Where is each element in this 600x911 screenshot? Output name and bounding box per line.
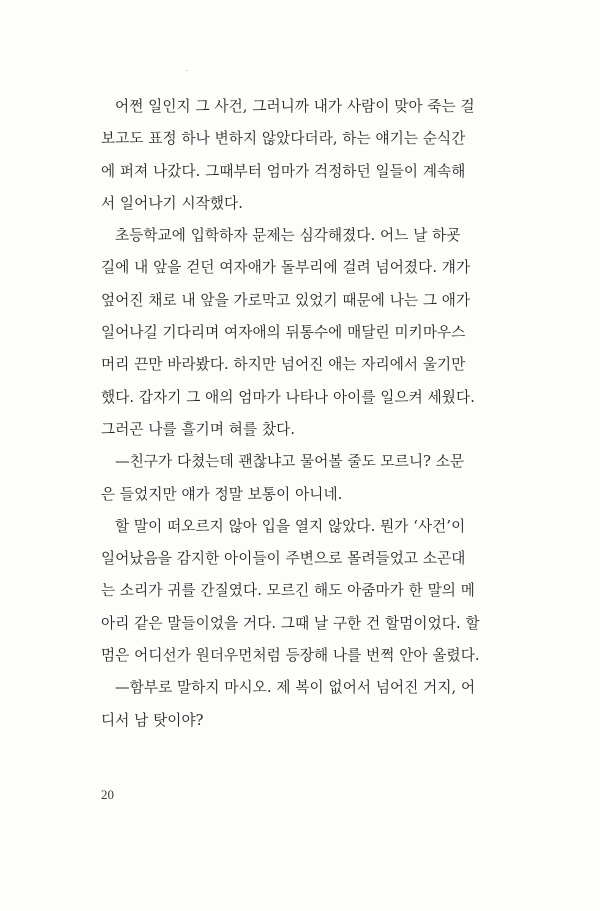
- dialogue-line: —친구가 다쳤는데 괜찮냐고 물어볼 줄도 모르니? 소문: [115, 453, 465, 471]
- text-line: 그러곤 나를 흘기며 혀를 찼다.: [101, 420, 296, 438]
- text-line: 했다. 갑자기 그 애의 엄마가 나타나 아이를 일으켜 세웠다.: [101, 388, 475, 406]
- text-line: 멈은 어디선가 원더우먼처럼 등장해 나를 번쩍 안아 올렸다.: [101, 647, 480, 665]
- page-number: 20: [101, 787, 114, 802]
- text-line: 서 일어나기 시작했다.: [101, 194, 243, 212]
- text-line: 은 들었지만 얘가 정말 보통이 아니네.: [101, 485, 343, 503]
- body-text: [101, 91, 516, 737]
- text-line: 일어났음을 감지한 아이들이 주변으로 몰려들었고 소곤대: [101, 550, 466, 568]
- text-line: 아리 같은 말들이었을 거다. 그때 날 구한 건 할멈이었다. 할: [101, 614, 480, 632]
- text-line: 어쩐 일인지 그 사건, 그러니까 내가 사람이 맞아 죽는 걸: [115, 98, 475, 115]
- text-line: 머리 끈만 바라봤다. 하지만 넘어진 애는 자리에서 울기만: [101, 356, 466, 374]
- text-line: 할 말이 떠오르지 않아 입을 열지 않았다. 뭔가 ‘사건’이: [115, 517, 466, 535]
- dialogue-line: —함부로 말하지 마시오. 제 복이 없어서 넘어진 거지, 어: [115, 679, 476, 697]
- text-line: 보고도 표정 하나 변하지 않았다더라, 하는 얘기는 순식간: [101, 130, 466, 148]
- text-line: 디서 남 탓이야?: [101, 711, 204, 729]
- paper-speck: [186, 70, 188, 71]
- text-line: 는 소리가 귀를 간질였다. 모르긴 해도 아줌마가 한 말의 메: [101, 582, 475, 600]
- text-line: 엎어진 채로 내 앞을 가로막고 있었기 때문에 나는 그 애가: [101, 291, 471, 309]
- text-line: 에 퍼져 나갔다. 그때부터 엄마가 걱정하던 일들이 계속해: [101, 162, 466, 180]
- text-line: 일어나길 기다리며 여자애의 뒤통수에 매달린 미키마우스: [101, 324, 466, 342]
- text-line: 초등학교에 입학하자 문제는 심각해졌다. 어느 날 하굣: [115, 227, 461, 245]
- text-line: 길에 내 앞을 걷던 여자애가 돌부리에 걸려 넘어졌다. 걔가: [101, 259, 471, 277]
